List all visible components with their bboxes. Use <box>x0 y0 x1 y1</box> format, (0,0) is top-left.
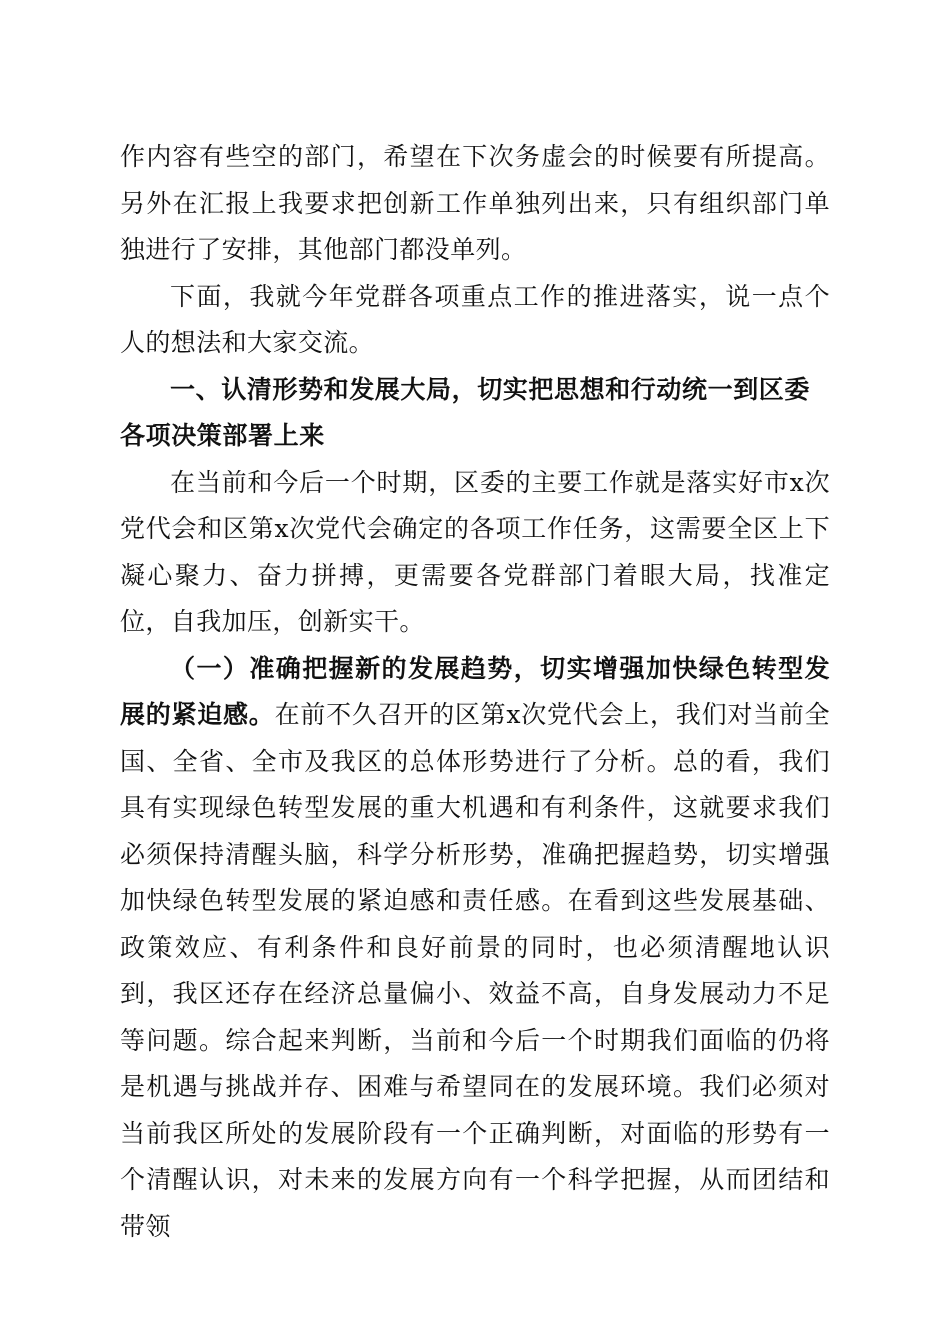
subsection-body-1: 在前不久召开的区第x次党代会上，我们对当前全国、全省、全市及我区的总体形势进行了分析。总的看，我们具有实现绿色转型发展的重大机遇和有利条件，这就要求我们必须保持清醒头脑，科学分析形势，准确把握趋势，切实增强加快绿色转型发展的紧迫感和责任感。在看到这些发展基础、政策效应、有利条件和良好前景的同时，也必须清醒地认识到，我区还存在经济总量偏小、效益不高，自身发展动力不足等问题。综合起来判断，当前和今后一个时期我们面临的仍将是机遇与挑战并存、困难与希望同在的发展环境。我们必须对当前我区所处的发展阶段有一个正确判断，对面临的形势有一个清醒认识，对未来的发展方向有一个科学把握，从而团结和带领 <box>120 700 830 1241</box>
paragraph-section-1: 在当前和今后一个时期，区委的主要工作就是落实好市x次党代会和区第x次党代会确定的各项工作任务，这需要全区上下凝心聚力、奋力拼搏，更需要各党群部门着眼大局，找准定位，自我加压，创新实干。 <box>120 467 830 636</box>
paragraph-intro: 下面，我就今年党群各项重点工作的推进落实，说一点个人的想法和大家交流。 <box>120 281 830 357</box>
subsection-lead-1: （一）准确把握新的发展趋势，切实增强加快绿色转型发展的紧迫感。 <box>120 653 830 729</box>
section-heading-1: 一、认清形势和发展大局，切实把思想和行动统一到区委各项决策部署上来 <box>120 374 811 450</box>
document-body <box>120 134 830 1250</box>
paragraph-subsection-1 <box>120 646 830 1251</box>
paragraph-continuation: 作内容有些空的部门，希望在下次务虚会的时候要有所提高。另外在汇报上我要求把创新工作单独列出来，只有组织部门单独进行了安排，其他部门都没单列。 <box>120 142 830 264</box>
